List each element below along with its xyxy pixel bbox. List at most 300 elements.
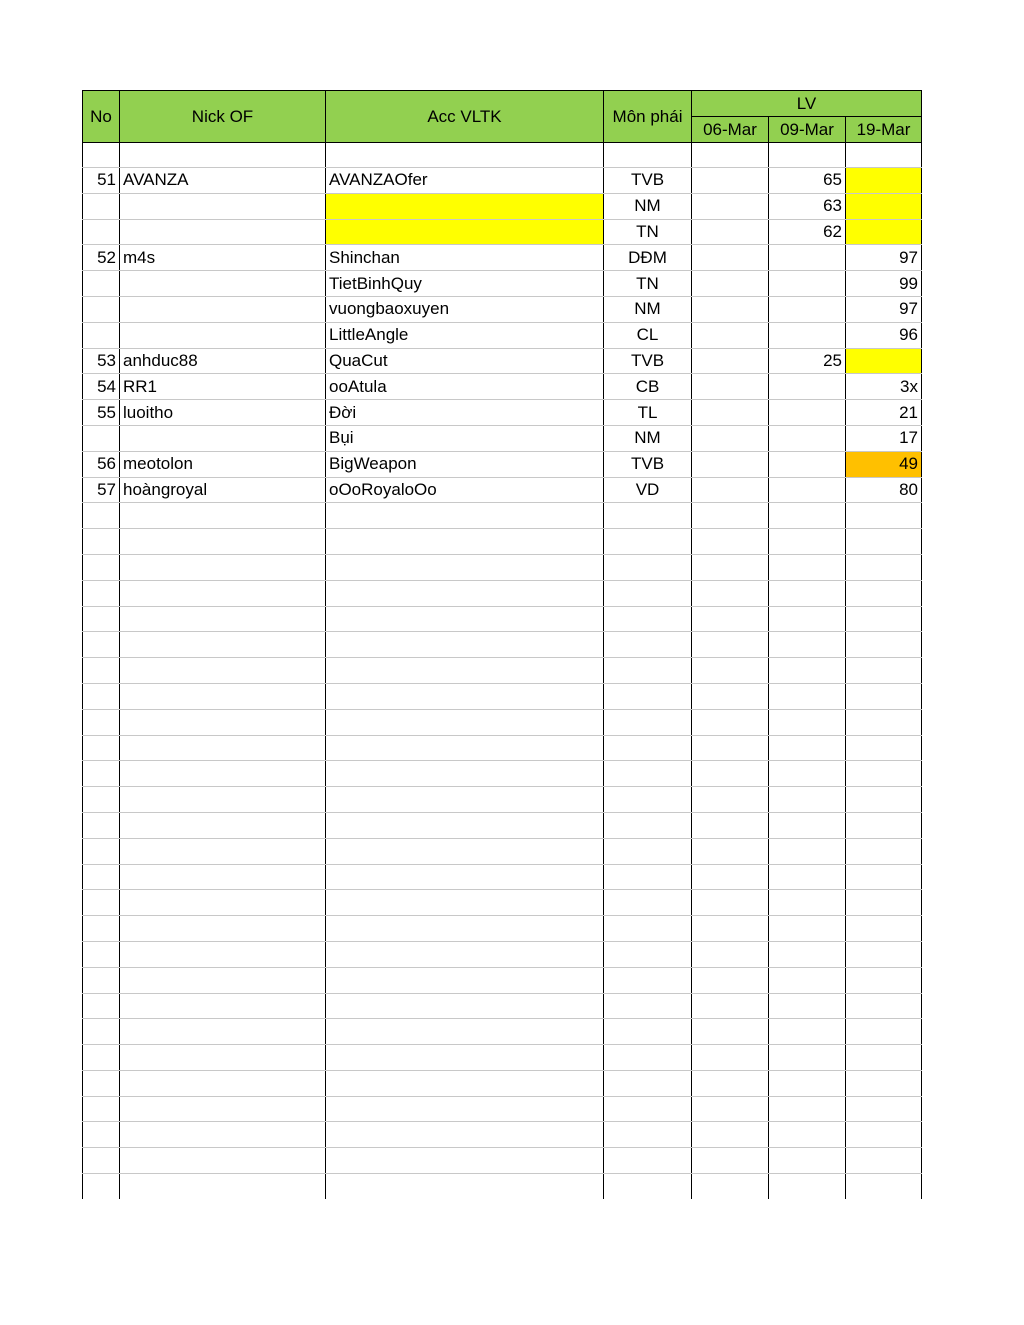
cell-acc: ooAtula [326,374,604,400]
empty-cell [83,1019,120,1045]
empty-cell [769,890,846,916]
cell-acc: QuaCut [326,348,604,374]
empty-cell [692,993,769,1019]
cell-date-2 [769,271,846,297]
cell-no: 51 [83,168,120,194]
table-row [83,529,922,555]
empty-cell [83,683,120,709]
cell-acc: oOoRoyaloOo [326,477,604,503]
empty-cell [83,529,120,555]
empty-cell [692,632,769,658]
empty-cell [604,761,692,787]
empty-cell [83,761,120,787]
cell-mon-phai: CB [604,374,692,400]
empty-cell [83,143,120,168]
cell-mon-phai: VD [604,477,692,503]
cell-date-2 [769,245,846,271]
empty-cell [83,632,120,658]
empty-cell [692,580,769,606]
empty-cell [120,761,326,787]
empty-cell [604,787,692,813]
table-row [83,322,922,348]
cell-date-3: 97 [846,245,922,271]
table-row [83,143,922,168]
table-row [83,193,922,219]
empty-cell [846,529,922,555]
empty-cell [604,1070,692,1096]
empty-cell [120,812,326,838]
table-row [83,477,922,503]
cell-date-3: 97 [846,296,922,322]
cell-acc [326,219,604,245]
cell-no [83,296,120,322]
empty-cell [692,709,769,735]
empty-cell [326,1070,604,1096]
empty-cell [846,1019,922,1045]
empty-cell [846,941,922,967]
empty-cell [692,761,769,787]
cell-mon-phai: TN [604,271,692,297]
cell-date-3: 96 [846,322,922,348]
cell-acc: vuongbaoxuyen [326,296,604,322]
cell-date-1 [692,451,769,477]
empty-cell [326,838,604,864]
empty-cell [604,580,692,606]
cell-nick: meotolon [120,451,326,477]
empty-cell [846,1122,922,1148]
empty-cell [846,1045,922,1071]
empty-cell [692,1045,769,1071]
empty-cell [769,143,846,168]
header-lv: LV [692,91,922,117]
empty-cell [846,1070,922,1096]
table-row [83,451,922,477]
empty-cell [326,529,604,555]
cell-date-1 [692,219,769,245]
empty-cell [120,1096,326,1122]
header-no: No [83,91,120,143]
cell-no [83,271,120,297]
cell-nick: m4s [120,245,326,271]
empty-cell [83,864,120,890]
empty-cell [83,1174,120,1200]
empty-cell [604,1122,692,1148]
table-row [83,632,922,658]
cell-mon-phai: DĐM [604,245,692,271]
cell-date-2: 65 [769,168,846,194]
empty-cell [326,580,604,606]
cell-nick [120,322,326,348]
table-row [83,1070,922,1096]
table-row [83,735,922,761]
cell-date-2 [769,400,846,426]
table-row [83,709,922,735]
cell-mon-phai: TVB [604,168,692,194]
empty-cell [769,606,846,632]
cell-date-3: 99 [846,271,922,297]
empty-cell [83,554,120,580]
empty-cell [120,838,326,864]
empty-cell [769,580,846,606]
empty-cell [604,838,692,864]
empty-cell [769,1045,846,1071]
empty-cell [692,1019,769,1045]
table-row [83,1174,922,1200]
cell-date-1 [692,400,769,426]
empty-cell [326,787,604,813]
empty-cell [326,1174,604,1200]
empty-cell [769,658,846,684]
cell-acc: Bụi [326,425,604,451]
empty-cell [120,554,326,580]
empty-cell [846,606,922,632]
empty-cell [846,838,922,864]
empty-cell [326,683,604,709]
empty-cell [769,1096,846,1122]
empty-cell [769,812,846,838]
empty-cell [120,1174,326,1200]
table-row [83,941,922,967]
empty-cell [120,967,326,993]
empty-cell [83,1070,120,1096]
cell-nick: hoàngroyal [120,477,326,503]
cell-no [83,219,120,245]
cell-date-1 [692,425,769,451]
empty-cell [120,787,326,813]
table-row [83,503,922,529]
cell-date-2 [769,322,846,348]
empty-cell [846,864,922,890]
cell-mon-phai: NM [604,296,692,322]
table-row [83,812,922,838]
cell-date-3 [846,348,922,374]
empty-cell [846,658,922,684]
empty-cell [604,1148,692,1174]
empty-cell [83,606,120,632]
empty-cell [769,993,846,1019]
empty-cell [120,1070,326,1096]
empty-cell [769,1019,846,1045]
empty-cell [83,1122,120,1148]
empty-cell [769,683,846,709]
table-row [83,271,922,297]
empty-cell [83,1148,120,1174]
empty-cell [326,143,604,168]
table-row [83,606,922,632]
table-header [83,91,922,143]
cell-date-3 [846,193,922,219]
empty-cell [326,632,604,658]
empty-cell [692,941,769,967]
empty-cell [120,890,326,916]
empty-cell [604,1019,692,1045]
cell-acc: LittleAngle [326,322,604,348]
empty-cell [846,143,922,168]
table-row [83,580,922,606]
header-date-2: 09-Mar [769,117,846,143]
cell-date-1 [692,271,769,297]
empty-cell [120,1122,326,1148]
empty-cell [120,143,326,168]
empty-cell [692,735,769,761]
empty-cell [604,1045,692,1071]
empty-cell [769,967,846,993]
cell-date-2 [769,425,846,451]
table-row [83,787,922,813]
empty-cell [120,916,326,942]
empty-cell [604,683,692,709]
empty-cell [769,787,846,813]
cell-date-1 [692,477,769,503]
empty-cell [120,606,326,632]
empty-cell [604,890,692,916]
empty-cell [326,941,604,967]
cell-acc: AVANZAOfer [326,168,604,194]
cell-mon-phai: TVB [604,348,692,374]
empty-cell [769,529,846,555]
empty-cell [692,554,769,580]
cell-no [83,425,120,451]
table-row [83,1045,922,1071]
empty-cell [83,890,120,916]
empty-cell [326,1096,604,1122]
cell-date-2: 63 [769,193,846,219]
cell-mon-phai: TN [604,219,692,245]
empty-cell [769,941,846,967]
empty-cell [326,606,604,632]
empty-cell [326,967,604,993]
cell-date-1 [692,296,769,322]
empty-cell [692,606,769,632]
cell-no: 52 [83,245,120,271]
empty-cell [692,1070,769,1096]
empty-cell [769,916,846,942]
empty-cell [120,1019,326,1045]
empty-cell [769,503,846,529]
cell-nick [120,271,326,297]
empty-cell [326,503,604,529]
empty-cell [769,1122,846,1148]
empty-cell [83,812,120,838]
empty-cell [326,1122,604,1148]
cell-date-3: 3x [846,374,922,400]
cell-date-3: 21 [846,400,922,426]
empty-cell [120,993,326,1019]
header-nick: Nick OF [120,91,326,143]
empty-cell [692,683,769,709]
table-row [83,916,922,942]
table-row [83,761,922,787]
empty-cell [604,503,692,529]
table-row [83,425,922,451]
empty-cell [83,580,120,606]
empty-cell [846,890,922,916]
header-date-3: 19-Mar [846,117,922,143]
cell-no: 57 [83,477,120,503]
empty-cell [326,1045,604,1071]
table-row [83,683,922,709]
table-row [83,374,922,400]
empty-cell [83,658,120,684]
cell-nick: anhduc88 [120,348,326,374]
empty-cell [604,916,692,942]
table-row [83,1096,922,1122]
empty-cell [846,1174,922,1200]
cell-no: 55 [83,400,120,426]
empty-cell [692,658,769,684]
cell-mon-phai: TVB [604,451,692,477]
empty-cell [326,761,604,787]
empty-cell [604,735,692,761]
empty-cell [692,838,769,864]
empty-cell [846,916,922,942]
empty-cell [769,632,846,658]
table-row [83,245,922,271]
empty-cell [692,1096,769,1122]
cell-mon-phai: CL [604,322,692,348]
cell-mon-phai: TL [604,400,692,426]
empty-cell [692,864,769,890]
cell-date-2: 25 [769,348,846,374]
table-row [83,838,922,864]
empty-cell [120,683,326,709]
empty-cell [120,864,326,890]
empty-cell [846,993,922,1019]
table-row [83,1122,922,1148]
empty-cell [83,709,120,735]
cell-date-3: 80 [846,477,922,503]
empty-cell [692,529,769,555]
empty-cell [604,864,692,890]
table-row [83,1019,922,1045]
empty-cell [326,812,604,838]
table-row [83,967,922,993]
empty-cell [120,1045,326,1071]
table-row [83,890,922,916]
header-date-1: 06-Mar [692,117,769,143]
empty-cell [846,1148,922,1174]
empty-cell [769,864,846,890]
empty-cell [120,580,326,606]
empty-cell [604,709,692,735]
empty-cell [846,812,922,838]
empty-cell [692,1148,769,1174]
empty-cell [846,632,922,658]
empty-cell [604,1174,692,1200]
empty-cell [326,993,604,1019]
cell-no [83,193,120,219]
cell-date-2 [769,374,846,400]
empty-cell [692,812,769,838]
table-row [83,348,922,374]
empty-cell [83,503,120,529]
cell-date-3: 49 [846,451,922,477]
empty-cell [326,890,604,916]
cell-date-2 [769,477,846,503]
table-row [83,296,922,322]
empty-cell [604,993,692,1019]
empty-cell [604,143,692,168]
cell-acc: TietBinhQuy [326,271,604,297]
empty-cell [769,1148,846,1174]
empty-cell [326,1148,604,1174]
empty-cell [326,1019,604,1045]
empty-cell [604,967,692,993]
empty-cell [846,787,922,813]
cell-no [83,322,120,348]
empty-cell [326,735,604,761]
empty-cell [604,812,692,838]
empty-cell [769,838,846,864]
empty-cell [692,1174,769,1200]
cell-date-3 [846,168,922,194]
empty-cell [83,993,120,1019]
table-row [83,1148,922,1174]
empty-cell [846,709,922,735]
cell-acc: Shinchan [326,245,604,271]
cell-no: 54 [83,374,120,400]
cell-mon-phai: NM [604,193,692,219]
empty-cell [120,709,326,735]
cell-nick [120,219,326,245]
empty-cell [846,761,922,787]
empty-cell [120,941,326,967]
empty-cell [846,967,922,993]
empty-cell [120,1148,326,1174]
empty-cell [120,503,326,529]
empty-cell [604,658,692,684]
table-body [83,143,922,1200]
empty-cell [846,580,922,606]
cell-date-2: 62 [769,219,846,245]
cell-date-3: 17 [846,425,922,451]
table-row [83,554,922,580]
table-row [83,219,922,245]
empty-cell [692,967,769,993]
empty-cell [83,838,120,864]
empty-cell [326,709,604,735]
empty-cell [604,606,692,632]
empty-cell [120,658,326,684]
cell-date-1 [692,193,769,219]
empty-cell [83,967,120,993]
empty-cell [846,554,922,580]
cell-no: 56 [83,451,120,477]
cell-mon-phai: NM [604,425,692,451]
cell-acc [326,193,604,219]
table-row [83,864,922,890]
empty-cell [769,735,846,761]
cell-nick: luoitho [120,400,326,426]
cell-date-3 [846,219,922,245]
empty-cell [769,709,846,735]
empty-cell [83,1045,120,1071]
cell-nick: AVANZA [120,168,326,194]
spreadsheet-table [82,90,922,1199]
empty-cell [120,735,326,761]
empty-cell [692,1122,769,1148]
empty-cell [769,761,846,787]
empty-cell [692,503,769,529]
empty-cell [692,787,769,813]
empty-cell [83,1096,120,1122]
cell-acc: Đời [326,400,604,426]
empty-cell [326,916,604,942]
empty-cell [604,554,692,580]
empty-cell [846,735,922,761]
table-row [83,400,922,426]
cell-date-1 [692,245,769,271]
